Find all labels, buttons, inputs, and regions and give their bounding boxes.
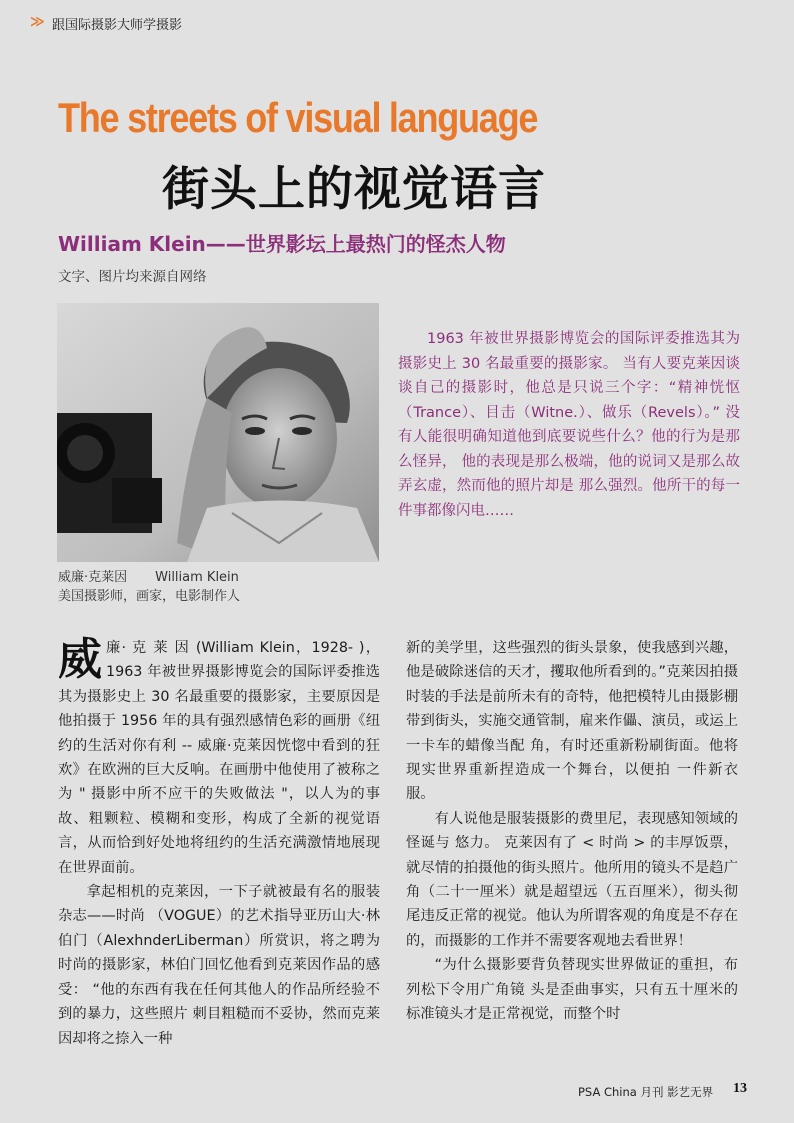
- source-credit: 文字、图片均来源自网络: [58, 269, 207, 285]
- paragraph: “为什么摄影要背负替现实世界做证的重担，布列松下令用广角镜 头是歪曲事实，只有五十厘米的标准镜头才是正常视觉，而整个时: [406, 957, 738, 1023]
- caption-name-cn: 威廉·克莱因: [58, 570, 128, 585]
- paragraph: 拿起相机的克莱因，一下子就被最有名的服装杂志——时尚 （VOGUE）的艺术指导亚历山大·林伯门（AlexhnderLiberman）所赏识，将之聘为时尚的摄影家，林伯门回忆他看到克莱因作品的感受： “他的东西有我在任何其他人的作品所经验不到的暴力，这些照片 刺目粗糙而不妥协，然而克莱因却将之捺入一种: [58, 884, 380, 1047]
- paragraph: 有人说他是服装摄影的费里尼，表现感知领域的怪诞与 悠力。 克莱因有了 < 时尚 > 的丰厚饭票，就尽情的拍摄他的街头照片。他所用的镜头不是趋广角（二十一厘米）就是超望远（五百厘米），彻头彻尾违反正常的视觉。他认为所谓客观的角度是不存在的，而摄影的工作并不需要客观地去看世界！: [406, 810, 738, 949]
- footer-brand: PSA China 月刊 影艺无界: [578, 1085, 714, 1099]
- title-chinese: 街头上的视觉语言: [162, 162, 546, 217]
- article-column-right: [406, 636, 738, 1027]
- paragraph: 新的美学里，这些强烈的街头景象，使我感到兴趣，他是破除迷信的天才，攫取他所看到的。”克莱因拍摄时装的手法是前所未有的奇特，他把模特儿由摄影棚带到街头，实施交通管制，雇来作儡、演员，或运上一卡车的蜡像当配 角，有时还重新粉刷街面。他将现实世界重新捏造成一个舞台，以便拍 一件新衣服。: [406, 640, 738, 803]
- caption-name-en: William Klein: [155, 570, 239, 585]
- page-number: 13: [733, 1081, 747, 1096]
- header-arrow-icon: ≫: [30, 14, 42, 30]
- article-column-left: [58, 636, 380, 1051]
- pull-quote: 1963 年被世界摄影博览会的国际评委推选其为摄影史上 30 名最重要的摄影家。 当有人要克莱因谈谈自己的摄影时，他总是只说三个字：“精神恍怄（Trance）、目击（Witne.）、做乐（Revels）。” 没有人能很明确知道他到底要说些什么？他的行为是那么怪异， 他的表现是那么极端，他的说词又是那么故弄玄虚，然而他的照片却是 那么强烈。他所干的每一件事都像闪电……: [398, 331, 740, 519]
- subtitle: William Klein——世界影坛上最热门的怪杰人物: [58, 232, 506, 256]
- photo-caption: [58, 568, 240, 606]
- paragraph: [58, 636, 380, 880]
- caption-description: 美国摄影师，画家，电影制作人: [58, 589, 241, 604]
- paragraph-text: 廉· 克 莱 因 (William Klein，1928- )，1963 年被世界摄影博览会的国际评委推选其为摄影史上 30 名最重要的摄影家，主要原因是他拍摄于 1956 年的具有强烈感情色彩的画册《纽约的生活对你有利 -- 威廉·克莱因恍惚中看到的狂欢》在欧洲的巨大反响。在画册中他使用了被称之为 " 摄影中所不应干的失败做法 "，以人为的事故、粗颗粒、模糊和变形，构成了全新的视觉语言，从而恰到好处地将纽约的生活充满激情地展现在世界面前。: [58, 640, 380, 876]
- dropcap: 威: [58, 634, 102, 685]
- section-header: 跟国际摄影大师学摄影: [52, 18, 183, 33]
- portrait-photo: [57, 303, 379, 562]
- title-english: The streets of visual language: [58, 94, 538, 141]
